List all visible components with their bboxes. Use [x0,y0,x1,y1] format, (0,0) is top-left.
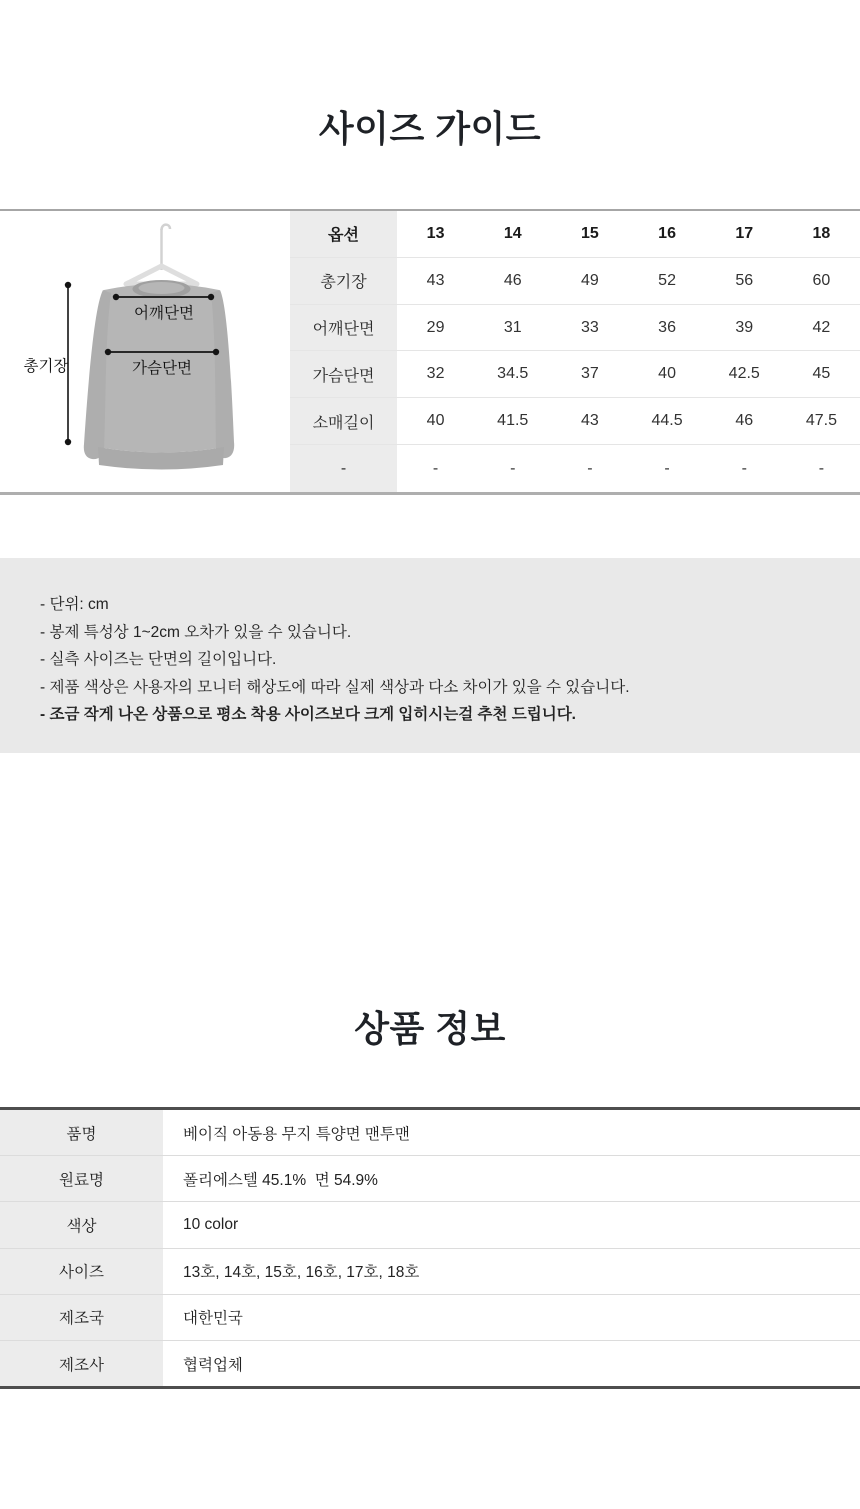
size-cell: 43 [551,398,628,445]
info-row-value: 대한민국 [183,1310,243,1328]
size-cell: - [587,459,593,477]
size-cell: - [818,459,825,477]
size-guide-title: 사이즈 가이드 [318,108,542,149]
size-cell: 45 [783,351,860,398]
info-row-label: 제조사 [0,1341,163,1386]
info-row-label: 원료명 [0,1156,163,1201]
info-row-label: 제조국 [0,1295,163,1340]
info-row-value: 10 color [183,1215,239,1233]
size-cell: 43 [397,258,474,305]
table-row [0,1202,860,1248]
size-cell: 29 [397,305,474,352]
sweatshirt-figure-graphic [0,220,290,482]
size-cell: - [510,459,516,477]
size-table-header-option: 옵션 [290,211,397,258]
note-line: - 단위: cm [40,596,109,613]
size-cell: 42.5 [706,351,783,398]
info-row-value: 협력업체 [183,1356,243,1374]
size-cell: 47.5 [783,398,860,445]
shoulder-width-label: 어깨단면 [134,305,194,322]
size-row-label: 총기장 [290,258,397,305]
sweatshirt-measurement-figure [0,220,290,482]
size-cell: 46 [474,258,551,305]
info-row-value: 13호, 14호, 15호, 16호, 17호, 18호 [183,1264,420,1282]
note-line-emphasis: - 조금 작게 나온 상품으로 평소 착용 사이즈보다 크게 입히시는걸 추천 드립니다. [40,706,576,724]
info-row-value: 베이직 아동용 무지 특양면 맨투맨 [183,1125,410,1143]
size-cell: - [741,459,747,477]
size-cell: 41.5 [474,398,551,445]
size-cell: 39 [706,305,783,352]
size-cell: 34.5 [474,351,551,398]
size-cell: 31 [474,305,551,352]
size-cell: 40 [628,351,705,398]
info-row-label: 품명 [0,1110,163,1155]
size-cell: 56 [706,258,783,305]
size-cell: 60 [783,258,860,305]
total-length-label: 총기장 [23,358,69,375]
info-row-label: 사이즈 [0,1249,163,1294]
note-line: - 실측 사이즈는 단면의 길이입니다. [40,651,277,669]
product-info-table [0,1107,860,1389]
size-row-label: 소매길이 [290,398,397,445]
size-cell: 40 [397,398,474,445]
hanger-icon [126,225,197,284]
size-cell: 32 [397,351,474,398]
size-cell: - [664,459,670,477]
product-info-title: 상품 정보 [354,1008,506,1049]
size-table-header: 16 [628,211,705,258]
size-table-header: 15 [551,211,628,258]
size-table-header: 17 [706,211,783,258]
size-cell: 33 [551,305,628,352]
size-cell: 46 [706,398,783,445]
note-line: - 제품 색상은 사용자의 모니터 해상도에 따라 실제 색상과 다소 차이가 있을 수 있습니다. [40,678,630,696]
info-row-value: 폴리에스텔 45.1% 면 54.9% [183,1171,378,1189]
size-cell: - [432,459,439,477]
size-row-label: - [290,445,397,492]
table-row [0,1110,860,1156]
size-cell: 42 [783,305,860,352]
size-table-header: 18 [783,211,860,258]
table-row [0,1341,860,1386]
size-cell: 49 [551,258,628,305]
size-cell: 37 [551,351,628,398]
table-row [0,1249,860,1295]
chest-width-label: 가슴단면 [132,360,192,377]
size-row-label: 어깨단면 [290,305,397,352]
note-line: - 봉제 특성상 1~2cm 오차가 있을 수 있습니다. [40,623,352,641]
size-table [290,211,860,492]
size-table-bottom-border [0,492,860,495]
table-row [0,1295,860,1341]
size-table-header: 14 [474,211,551,258]
size-notes-box [0,558,860,753]
table-row [0,1156,860,1202]
size-row-label: 가슴단면 [290,351,397,398]
size-cell: 44.5 [628,398,705,445]
size-cell: 52 [628,258,705,305]
size-cell: 36 [628,305,705,352]
size-table-header: 13 [397,211,474,258]
info-row-label: 색상 [0,1202,163,1247]
